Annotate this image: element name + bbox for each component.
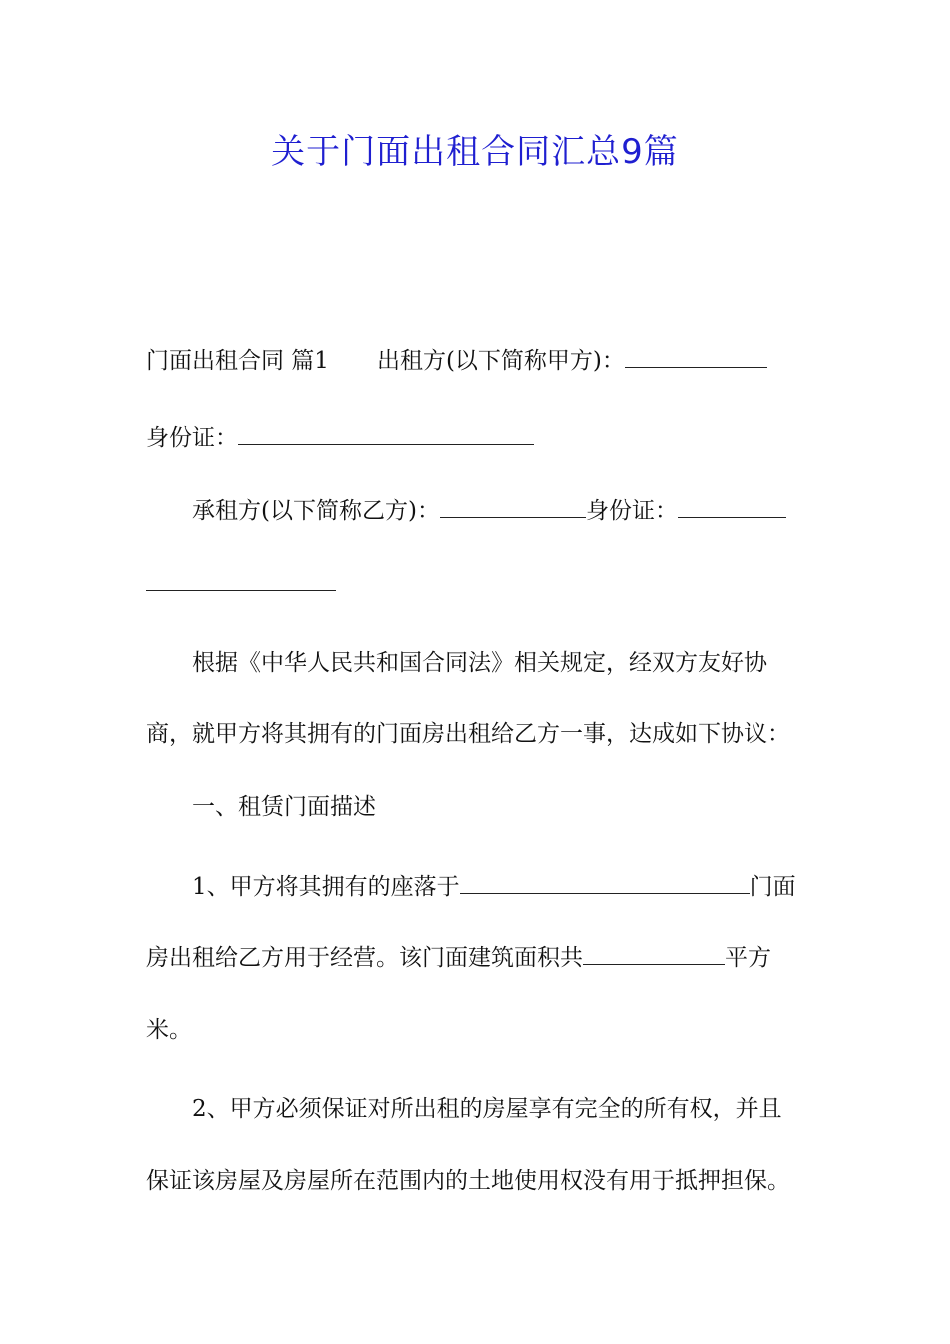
paragraph-line bbox=[192, 493, 808, 528]
paragraph-line bbox=[146, 566, 808, 601]
paragraph-text: 2、甲方必须保证对所出租的房屋享有完全的所有权，并且 bbox=[192, 1096, 782, 1122]
lessee-blank bbox=[440, 493, 586, 518]
paragraph-text: 房出租给乙方用于经营。该门面建筑面积共 bbox=[146, 945, 583, 971]
paragraph-text: 米。 bbox=[146, 1017, 192, 1043]
lessee-label: 承租方(以下简称乙方)： bbox=[192, 498, 440, 524]
paragraph-line bbox=[192, 1092, 808, 1126]
id-label: 身份证： bbox=[585, 498, 678, 524]
paragraph-line bbox=[146, 1013, 808, 1047]
section-heading: 一、租赁门面描述 bbox=[192, 794, 376, 820]
area-blank bbox=[583, 940, 725, 965]
section-heading: 门面出租合同 篇1 bbox=[146, 348, 329, 374]
paragraph-text: 平方 bbox=[725, 945, 771, 971]
lessor-blank bbox=[625, 343, 767, 368]
paragraph-line bbox=[146, 420, 808, 455]
paragraph-line bbox=[146, 940, 808, 975]
paragraph-text: 保证该房屋及房屋所在范围内的土地使用权没有用于抵押担保。 bbox=[146, 1168, 790, 1194]
paragraph-line bbox=[192, 646, 808, 680]
paragraph-line bbox=[192, 869, 808, 904]
id-label: 身份证： bbox=[146, 425, 238, 451]
paragraph-text: 1、甲方将其拥有的座落于 bbox=[192, 874, 460, 900]
lessee-id-blank bbox=[678, 493, 786, 518]
address-blank bbox=[460, 869, 750, 894]
paragraph-line bbox=[192, 790, 808, 824]
paragraph-line bbox=[146, 1164, 808, 1198]
lessor-label: 出租方(以下简称甲方)： bbox=[376, 348, 625, 374]
paragraph-line bbox=[146, 717, 808, 751]
document-title: 关于门面出租合同汇总9篇 bbox=[271, 132, 679, 172]
paragraph-text: 商，就甲方将其拥有的门面房出租给乙方一事，达成如下协议： bbox=[146, 721, 790, 747]
paragraph-line bbox=[146, 343, 808, 378]
paragraph-text: 根据《中华人民共和国合同法》相关规定，经双方友好协 bbox=[192, 650, 767, 676]
lessee-id-blank-continued bbox=[146, 566, 336, 591]
lessor-id-blank bbox=[238, 420, 534, 445]
paragraph-text: 门面 bbox=[749, 874, 796, 900]
